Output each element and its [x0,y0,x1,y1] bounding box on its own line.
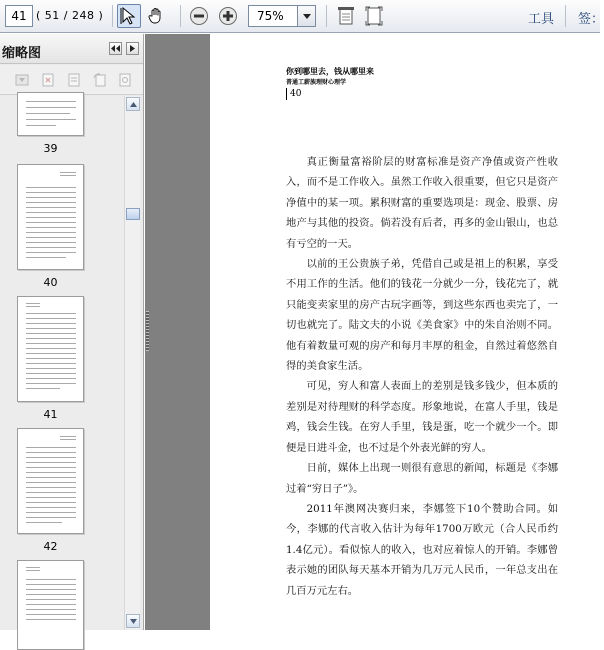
fit-page-icon [365,6,383,26]
hand-icon [147,7,165,25]
toolbar-divider [180,5,181,27]
running-head-subtitle: 普通工薪族理财心理学 [286,79,347,86]
thumbnail-page-current[interactable] [17,296,84,402]
body-text [286,152,558,601]
tools-menu[interactable]: 工具 [528,12,555,27]
zoom-out-icon [189,6,209,26]
document-page [210,34,600,630]
toolbar-divider [112,5,113,27]
toolbar-divider [326,5,327,27]
panel-resize-handle[interactable] [146,311,149,351]
page-number: 40 [286,88,301,100]
page-number-input[interactable]: 41 [5,5,33,27]
fit-width-icon [337,6,355,26]
thumbnail-panel-title: 缩略图 [2,46,42,61]
zoom-in-button[interactable] [216,4,240,28]
expand-panel-button[interactable] [126,42,139,55]
paragraph: 真正衡量富裕阶层的财富标准是资产净值或资产性收入，而不是工作收入。虽然工作收入很重要，但它只是资产净值中的某一项。累积财富的重要选项是：现金、股票、房地产与其他的投资。倘若没有后者，再多的金山银山，也总有亏空的一天。 [286,156,558,250]
thumbnail-label: 39 [43,142,58,155]
toolbar [0,0,604,33]
chevron-up-icon [130,102,137,107]
thumbnail-page[interactable] [17,164,84,270]
thumbnail-panel-header [0,34,143,64]
rotate-page-icon[interactable] [92,72,108,88]
paragraph: 可见，穷人和富人表面上的差别是钱多钱少，但本质的差别是对待理财的科学态度。形象地说，在富人手里，钱是鸡，钱会生钱。在穷人手里，钱是蛋，吃一个就少一个。即便是日进斗金，也不过是个外表光鲜的穷人。 [286,380,558,454]
running-head [286,66,374,88]
chevron-down-icon [303,14,311,19]
zoom-out-button[interactable] [187,4,211,28]
page-icon[interactable] [66,72,82,88]
sign-menu[interactable]: 签： [578,12,604,27]
document-background [145,34,210,630]
toolbar-divider [565,5,566,27]
zoom-level-input[interactable]: 75% [248,5,298,27]
paragraph: 2011年澳网决赛归来，李娜签下10个赞助合同。如今，李娜的代言收入估计为每年1700万欧元（合人民币约1.4亿元）。看似惊人的收入，也对应着惊人的开销。李娜曾表示她的团队每天基本开销为几万元人民币，一年总支出在几百万元左右。 [286,502,558,597]
thumbnail-page[interactable] [17,560,84,650]
scroll-up-button[interactable] [126,97,140,111]
thumbnail-label: 42 [43,540,58,553]
thumbnail-label: 40 [43,276,58,289]
scroll-down-button[interactable] [126,614,140,628]
double-chevron-left-icon [111,45,120,52]
thumbnail-list [0,96,124,630]
options-icon[interactable] [14,72,30,88]
zoom-dropdown-button[interactable] [298,5,316,27]
zoom-in-icon [218,6,238,26]
fit-page-button[interactable] [362,4,386,28]
delete-page-icon[interactable] [40,72,56,88]
thumbnail-toolbar [0,65,143,95]
scroll-thumb[interactable] [126,208,140,220]
fit-width-button[interactable] [334,4,358,28]
page-count: ( 51 / 248 ) [36,9,104,22]
cursor-icon [121,7,137,25]
thumbnail-page[interactable] [17,92,84,136]
thumbnail-label: 41 [43,408,58,421]
paragraph: 以前的王公贵族子弟，凭借自己或是祖上的积累，享受不用工作的生活。他们的钱花一分就少一分，钱花完了，就只能变卖家里的房产古玩字画等，到这些东西也卖完了，一切也就完了。陆文夫的小说《美食家》中的朱自治则不同。他有着数量可观的房产和每月丰厚的租金，自然过着悠然自得的美食家生活。 [286,258,558,373]
paragraph: 日前，媒体上出现一则很有意思的新闻，标题是《李娜过着“穷日子”》。 [286,462,558,495]
collapse-panel-button[interactable] [109,42,122,55]
hand-tool-button[interactable] [144,4,168,28]
chevron-right-icon [130,45,135,52]
chevron-down-icon [130,619,137,624]
page-properties-icon[interactable] [117,72,133,88]
select-tool-button[interactable] [117,4,141,28]
thumbnail-scrollbar[interactable] [124,96,140,630]
running-head-title: 你到哪里去，钱从哪里来 [286,66,374,76]
thumbnail-panel [0,34,144,630]
thumbnail-page[interactable] [17,428,84,534]
